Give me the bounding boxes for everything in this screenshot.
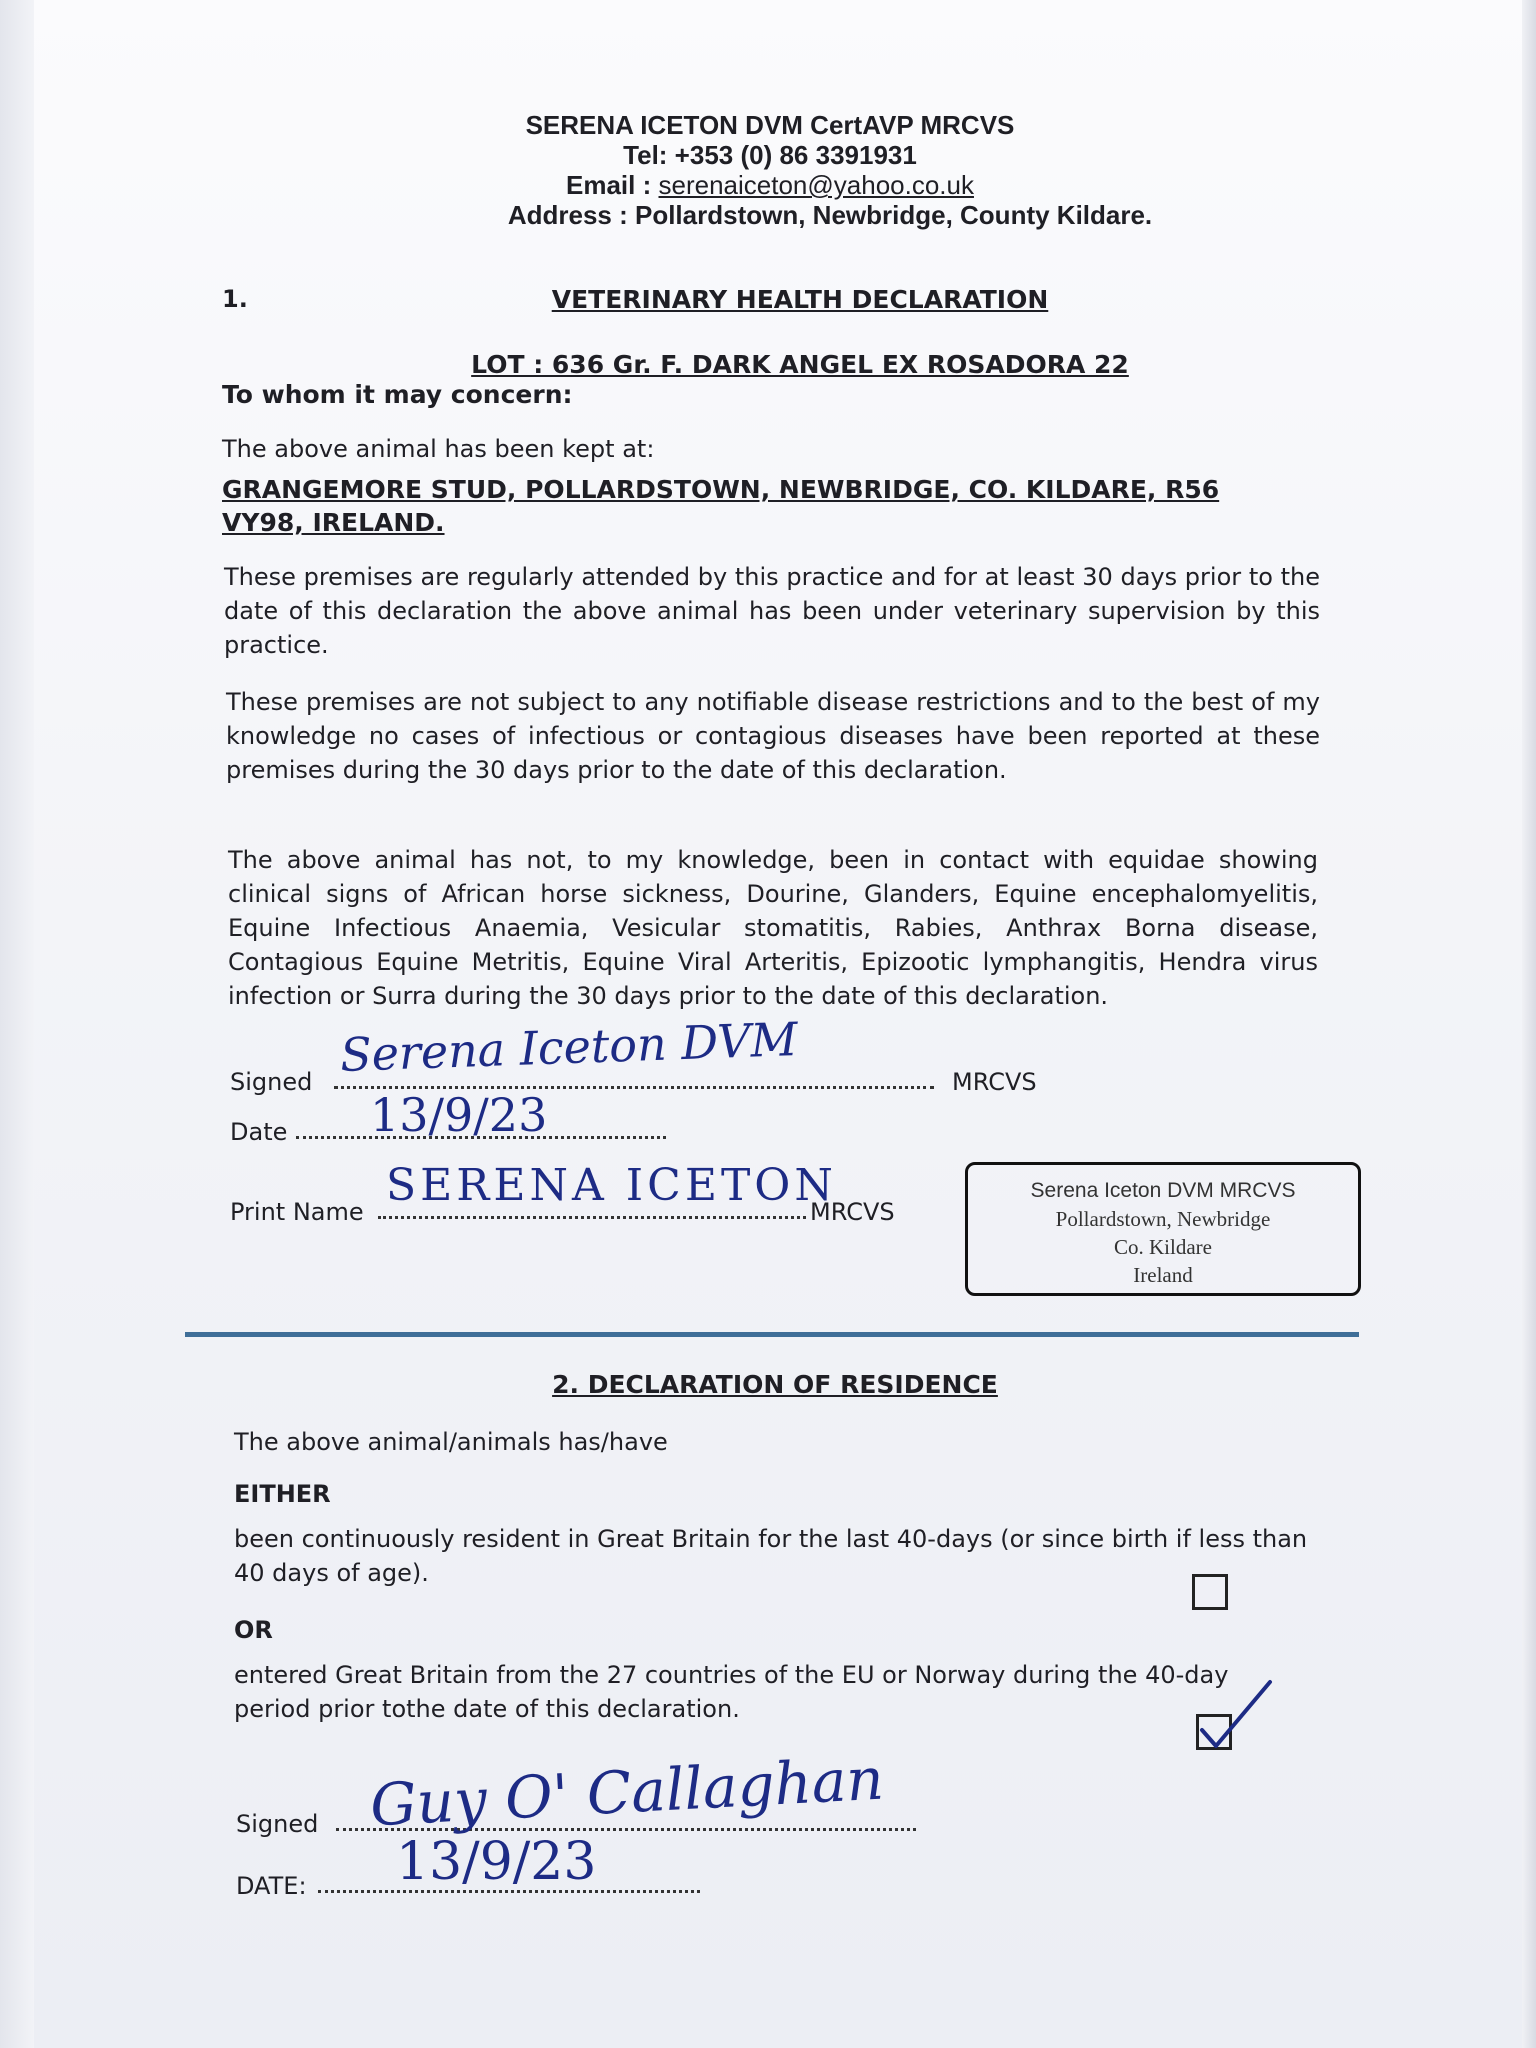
kept-at-label: The above animal has been kept at: [222,435,655,463]
vet-date: 13/9/23 [370,1088,548,1142]
residence-intro: The above animal/animals has/have [234,1428,668,1456]
stamp-line-4: Ireland [1133,1263,1193,1287]
print-name-line [378,1212,806,1219]
section2-title: 2. DECLARATION OF RESIDENCE [552,1370,998,1399]
or-label: OR [234,1616,273,1644]
owner-date: 13/9/23 [396,1832,597,1892]
vet-email-line [0,170,1536,201]
print-name-label: Print Name [230,1198,364,1226]
stamp-line-3: Co. Kildare [1114,1235,1212,1259]
option-resident: been continuously resident in Great Britain for the last 40-days (or since birth if less than 40 days of age). [234,1525,1308,1587]
either-label: EITHER [234,1480,331,1508]
vet-name: SERENA ICETON DVM CertAVP MRCVS [525,110,1015,140]
paragraph-restrictions: These premises are not subject to any notifiable disease restrictions and to the best of my knowledge no cases of infectious or contagious diseases have been reported at these premises during the 30 days prior to the date of this declaration. [226,688,1320,784]
vet-address: Address : Pollardstown, Newbridge, County Kildare. [507,200,1153,230]
print-name-value: SERENA ICETON [386,1160,837,1211]
tick-mark-icon [1196,1676,1276,1752]
mrcvs-label: MRCVS [952,1068,1037,1096]
option-entered: entered Great Britain from the 27 countries of the EU or Norway during the 40-day period prior tothe date of this declaration. [234,1661,1229,1723]
signed-label: Signed [230,1068,313,1096]
section-number: 1. [222,285,248,313]
vet-stamp [965,1162,1361,1296]
print-name-suffix: MRCVS [810,1198,895,1226]
option-resident-checkbox[interactable] [1192,1574,1228,1610]
owner-signature: Guy O' Callaghan [368,1744,886,1840]
date-label-2: DATE: [236,1872,307,1900]
email-label: Email : [566,170,659,200]
signed-label-2: Signed [236,1810,319,1838]
greeting: To whom it may concern: [222,380,573,409]
paragraph-supervision: These premises are regularly attended by this practice and for at least 30 days prior to the date of this declaration the above animal has been under veterinary supervision by this practice. [224,563,1320,659]
lot-title: LOT : 636 Gr. F. DARK ANGEL EX ROSADORA 22 [471,350,1129,379]
paragraph-contact: The above animal has not, to my knowledge, been in contact with equidae showing clinical signs of African horse sickness, Dourine, Glanders, Equine encephalomyelitis, Equine Infectious Anaemia, Vesicular stomatitis, Rabies, Anthrax Borna disease, Contagious Equine Metritis, Equine Viral Arteritis, Epizootic lymphangitis, Hendra virus infection or Surra during the 30 days prior to the date of this declaration. [228,846,1318,1010]
date-label: Date [230,1118,288,1146]
section-divider [185,1332,1359,1337]
stamp-line-2: Pollardstown, Newbridge [1055,1207,1271,1231]
premises-address: GRANGEMORE STUD, POLLARDSTOWN, NEWBRIDGE, CO. KILDARE, R56 VY98, IRELAND. [222,475,1220,537]
vet-signature: Serena Iceton DVM [339,1012,799,1082]
email-link[interactable]: serenaiceton@yahoo.co.uk [658,170,974,200]
section1-title: VETERINARY HEALTH DECLARATION [551,285,1049,314]
vet-phone: Tel: +353 (0) 86 3391931 [623,140,917,170]
stamp-line-1: Serena Iceton DVM MRCVS [1030,1179,1296,1202]
